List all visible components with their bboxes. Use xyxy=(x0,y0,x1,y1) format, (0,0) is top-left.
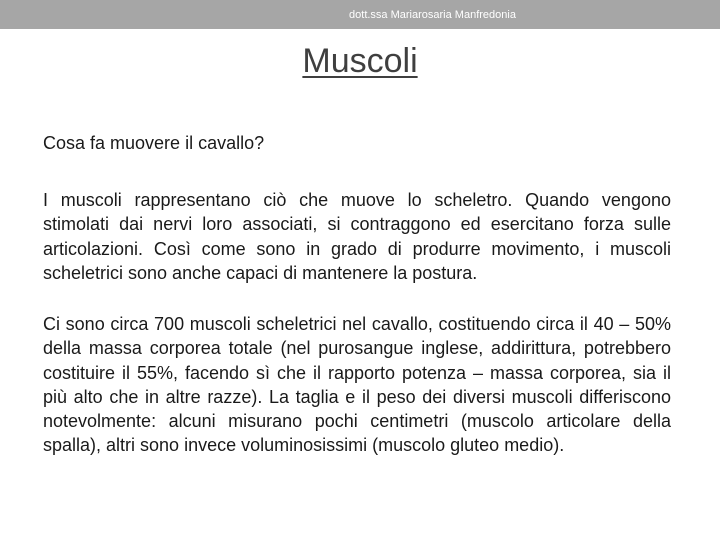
paragraph-1: I muscoli rappresentano ciò che muove lo scheletro. Quando vengono stimolati dai nervi loro associati, si contraggono ed esercitano forza sulle articolazioni. Così come sono in grado di produrre movimento, i muscoli scheletrici sono anche capaci di mantenere la postura. xyxy=(43,190,671,283)
slide-title xyxy=(0,40,720,82)
question-text: Cosa fa muovere il cavallo? xyxy=(43,133,265,153)
author-header: dott.ssa Mariarosaria Manfredonia xyxy=(349,9,516,21)
paragraph-2: Ci sono circa 700 muscoli scheletrici nel cavallo, costituendo circa il 40 – 50% della massa corporea totale (nel purosangue inglese, addirittura, potrebbero costituire il 55%, facendo sì che il rapporto potenza – massa corporea, sia il più alto che in altre razze). La taglia e il peso dei diversi muscoli differiscono notevolmente: alcuni misurano pochi centimetri (muscolo articolare della spalla), altri sono invece voluminosissimi (muscolo gluteo medio). xyxy=(43,314,671,456)
slide-title-text: Muscoli xyxy=(302,42,418,80)
